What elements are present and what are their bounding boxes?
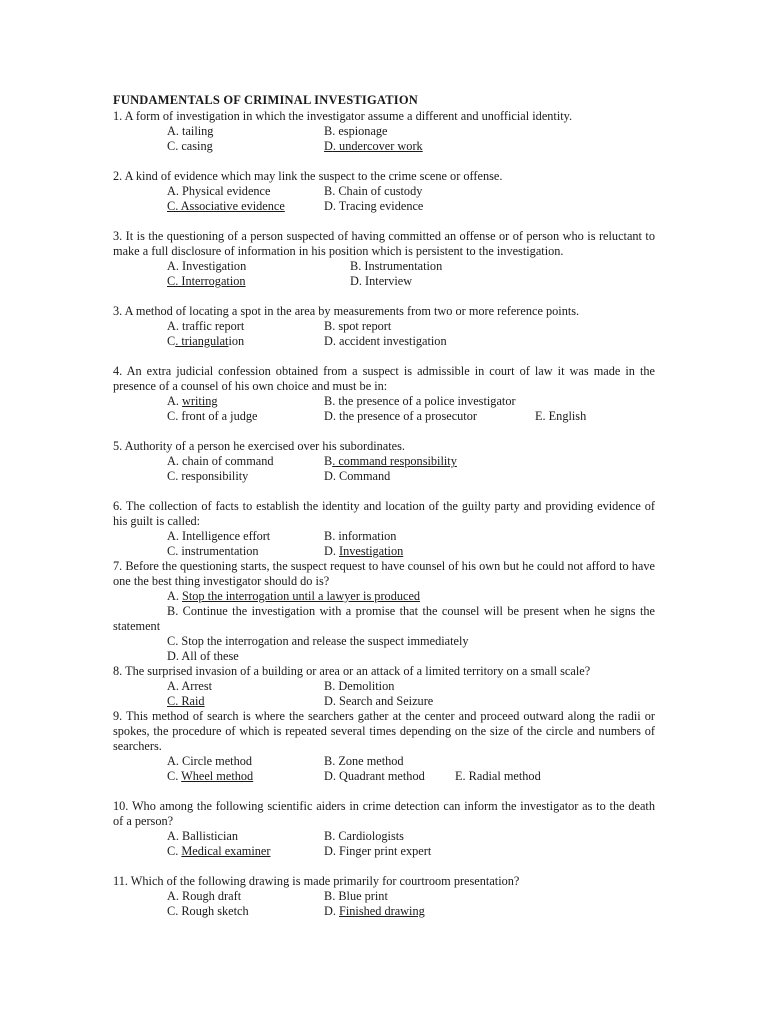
option-b: B. Instrumentation — [350, 259, 443, 273]
question-stem: 3. It is the questioning of a person suspected of having committed an offense or of person who is reluctant to make a full disclosure of information in his position which is persistent to the investigation. — [113, 229, 655, 258]
option-b: B. the presence of a police investigator — [324, 394, 516, 408]
option-d: D. the presence of a prosecutor — [324, 409, 477, 423]
question-8 — [113, 664, 655, 709]
options — [113, 529, 655, 559]
options-cont — [113, 634, 655, 664]
option-c: C. Medical examiner — [167, 844, 271, 858]
options — [113, 394, 655, 424]
question-11 — [113, 874, 655, 919]
option-c: C. Stop the interrogation and release the suspect immediately — [167, 634, 469, 648]
option-a: A. traffic report — [167, 319, 245, 333]
question-2 — [113, 169, 655, 214]
option-d: D. Tracing evidence — [324, 199, 424, 213]
options — [113, 679, 655, 709]
option-a: A. Ballistician — [167, 829, 239, 843]
document-title: FUNDAMENTALS OF CRIMINAL INVESTIGATION — [113, 93, 418, 107]
option-d: D. undercover work — [324, 139, 423, 153]
question-6 — [113, 499, 655, 559]
option-d: D. accident investigation — [324, 334, 447, 348]
question-3b — [113, 304, 655, 349]
option-c: C. Rough sketch — [167, 904, 249, 918]
document-page — [113, 93, 655, 919]
options — [113, 889, 655, 919]
options — [113, 259, 655, 289]
option-a: A. Arrest — [167, 679, 213, 693]
option-c: C. responsibility — [167, 469, 249, 483]
question-stem: 5. Authority of a person he exercised over his subordinates. — [113, 439, 405, 453]
option-a: A. Physical evidence — [167, 184, 271, 198]
question-stem: 11. Which of the following drawing is made primarily for courtroom presentation? — [113, 874, 520, 888]
question-stem: 1. A form of investigation in which the investigator assume a different and unofficial identity. — [113, 109, 573, 123]
question-stem: 10. Who among the following scientific aiders in crime detection can inform the investigator as to the death of a person? — [113, 799, 655, 828]
option-b: B. Demolition — [324, 679, 395, 693]
option-c: C. casing — [167, 139, 213, 153]
options — [113, 454, 655, 484]
question-stem: 7. Before the questioning starts, the suspect request to have counsel of his own but he could not afford to have one the best thing investigator should do is? — [113, 559, 655, 588]
option-d: D. Finished drawing — [324, 904, 425, 918]
question-5 — [113, 439, 655, 484]
option-c: C. triangulation — [167, 334, 245, 348]
option-b: B. espionage — [324, 124, 388, 138]
question-stem: 3. A method of locating a spot in the area by measurements from two or more reference points. — [113, 304, 580, 318]
option-a: A. tailing — [167, 124, 214, 138]
option-a: A. chain of command — [167, 454, 274, 468]
question-stem: 9. This method of search is where the searchers gather at the center and proceed outward along the radii or spokes, the procedure of which is repeated several times depending on the size of the circle and numbers of searchers. — [113, 709, 655, 753]
question-stem: 8. The surprised invasion of a building or area or an attack of a limited territory on a small scale? — [113, 664, 591, 678]
option-d: D. Finger print expert — [324, 844, 432, 858]
question-1 — [113, 109, 655, 154]
option-d: D. Interview — [350, 274, 413, 288]
question-4 — [113, 364, 655, 424]
question-stem: 2. A kind of evidence which may link the suspect to the crime scene or offense. — [113, 169, 503, 183]
option-b: B. Chain of custody — [324, 184, 423, 198]
question-3 — [113, 229, 655, 289]
option-c: C. instrumentation — [167, 544, 259, 558]
option-c: C. Wheel method — [167, 769, 254, 783]
question-stem: 4. An extra judicial confession obtained from a suspect is admissible in court of law it was made in the presence of a counsel of his own choice and must be in: — [113, 364, 655, 393]
option-e: E. English — [535, 409, 587, 423]
option-b: B. Continue the investigation with a promise that the counsel will be present when he signs the statement — [113, 604, 655, 633]
options — [113, 124, 655, 154]
option-a: A. Intelligence effort — [167, 529, 271, 543]
question-stem: 6. The collection of facts to establish the identity and location of the guilty party and providing evidence of his guilt is called: — [113, 499, 655, 528]
option-d: D. All of these — [167, 649, 239, 663]
option-a: A. Investigation — [167, 259, 247, 273]
option-a: A. Rough draft — [167, 889, 242, 903]
question-9 — [113, 709, 655, 784]
options — [113, 589, 655, 604]
option-d: D. Search and Seizure — [324, 694, 434, 708]
question-7 — [113, 559, 655, 664]
option-d: D. Investigation — [324, 544, 404, 558]
option-a: A. writing — [167, 394, 218, 408]
option-b: B. command responsibility — [324, 454, 457, 468]
options — [113, 829, 655, 859]
option-b: B. Blue print — [324, 889, 388, 903]
options — [113, 754, 655, 784]
options — [113, 319, 655, 349]
question-10 — [113, 799, 655, 859]
option-d: D. Command — [324, 469, 391, 483]
option-c: C. front of a judge — [167, 409, 258, 423]
option-e: E. Radial method — [455, 769, 541, 783]
option-c: C. Raid — [167, 694, 205, 708]
option-b: B. spot report — [324, 319, 392, 333]
option-a: A. Circle method — [167, 754, 253, 768]
option-b: B. Cardiologists — [324, 829, 404, 843]
option-d: D. Quadrant method — [324, 769, 425, 783]
option-a: A. Stop the interrogation until a lawyer is produced — [167, 589, 421, 603]
option-b: B. Zone method — [324, 754, 404, 768]
option-c: C. Interrogation — [167, 274, 246, 288]
option-c: C. Associative evidence — [167, 199, 285, 213]
option-b: B. information — [324, 529, 397, 543]
options — [113, 184, 655, 214]
